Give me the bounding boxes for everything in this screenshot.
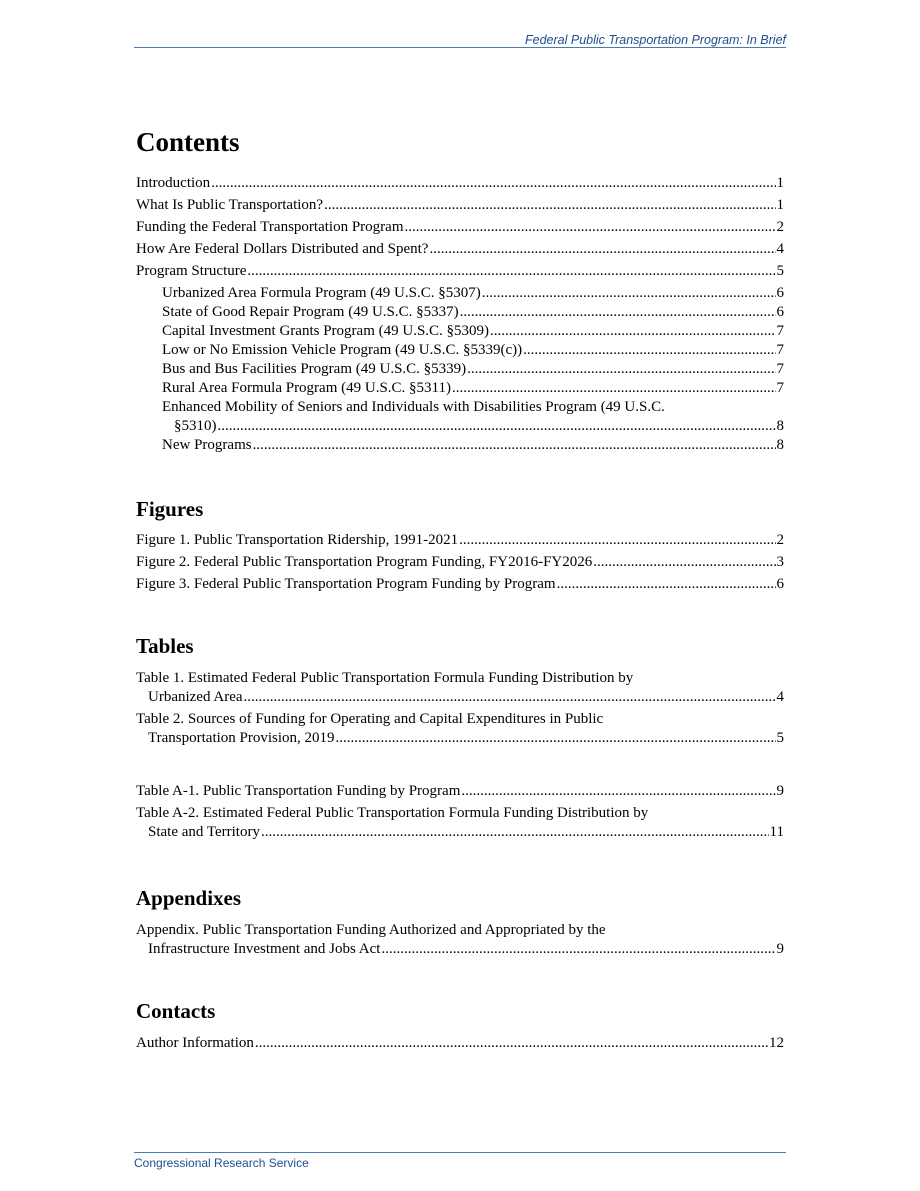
toc-entry[interactable]: Program Structure ..... 5 (136, 262, 784, 281)
toc-subentry[interactable]: Urbanized Area Formula Program (49 U.S.C. §5307) ..... 6 (136, 284, 784, 303)
figures-heading: Figures (136, 497, 204, 521)
page-header (134, 33, 786, 48)
tables-heading: Tables (136, 634, 194, 658)
page-footer (134, 1152, 786, 1170)
figures-list (136, 531, 784, 594)
toc-entry-title-line1: Appendix. Public Transportation Funding Authorized and Appropriated by the (136, 922, 606, 938)
toc-subentry[interactable]: Capital Investment Grants Program (49 U.S.C. §5309) ..... 7 (136, 322, 784, 341)
appendix-entry[interactable]: Appendix. Public Transportation Funding Authorized and Appropriated by the Infrastructure Investment and Jobs Act ..... 9 (136, 921, 784, 959)
toc-entry[interactable]: Introduction ..... 1 (136, 174, 784, 193)
contact-entry[interactable]: Author Information ..... 12 (136, 1034, 784, 1053)
table-entry[interactable]: Table 2. Sources of Funding for Operating and Capital Expenditures in Public Transportation Provision, 2019 ..... 5 (136, 710, 784, 748)
toc-entry-title-line1: Table 1. Estimated Federal Public Transportation Formula Funding Distribution by (136, 670, 634, 686)
toc-entry-title-line1: Table 2. Sources of Funding for Operating and Capital Expenditures in Public (136, 711, 604, 727)
table-entry[interactable]: Table A-2. Estimated Federal Public Transportation Formula Funding Distribution by State and Territory ..... 11 (136, 804, 784, 842)
toc-entry-title-line1: Enhanced Mobility of Seniors and Individuals with Disabilities Program (49 U.S.C. (162, 399, 665, 415)
running-title: Federal Public Transportation Program: In Brief (525, 33, 786, 47)
contacts-heading: Contacts (136, 999, 216, 1023)
tables-list (136, 669, 784, 842)
contacts-list (136, 1034, 784, 1053)
toc-entry[interactable]: Funding the Federal Transportation Program ..... 2 (136, 218, 784, 237)
table-entry[interactable]: Table 1. Estimated Federal Public Transportation Formula Funding Distribution by Urbanized Area ..... 4 (136, 669, 784, 707)
contents-list (136, 174, 784, 455)
toc-subentry[interactable]: New Programs ..... 8 (136, 436, 784, 455)
appendixes-list (136, 921, 784, 959)
toc-subentry[interactable]: Bus and Bus Facilities Program (49 U.S.C. §5339) ..... 7 (136, 360, 784, 379)
toc-subentry[interactable]: State of Good Repair Program (49 U.S.C. §5337) ..... 6 (136, 303, 784, 322)
toc-subentry[interactable]: Low or No Emission Vehicle Program (49 U.S.C. §5339(c)) ..... 7 (136, 341, 784, 360)
publisher-name: Congressional Research Service (134, 1156, 309, 1170)
toc-entry[interactable]: How Are Federal Dollars Distributed and Spent? ..... 4 (136, 240, 784, 259)
toc-entry-title-line1: Table A-2. Estimated Federal Public Transportation Formula Funding Distribution by (136, 805, 649, 821)
figure-entry[interactable]: Figure 2. Federal Public Transportation Program Funding, FY2016-FY2026 ..... 3 (136, 553, 784, 572)
toc-subentry[interactable]: Enhanced Mobility of Seniors and Individuals with Disabilities Program (49 U.S.C. §5310) ..... 8 (136, 398, 784, 436)
toc-subentry[interactable]: Rural Area Formula Program (49 U.S.C. §5311) ..... 7 (136, 379, 784, 398)
contents-heading: Contents (136, 127, 240, 157)
figure-entry[interactable]: Figure 1. Public Transportation Ridership, 1991-2021 ..... 2 (136, 531, 784, 550)
table-entry[interactable]: Table A-1. Public Transportation Funding by Program ..... 9 (136, 782, 784, 801)
appendixes-heading: Appendixes (136, 886, 242, 910)
figure-entry[interactable]: Figure 3. Federal Public Transportation Program Funding by Program ..... 6 (136, 575, 784, 594)
toc-entry[interactable]: What Is Public Transportation? ..... 1 (136, 196, 784, 215)
